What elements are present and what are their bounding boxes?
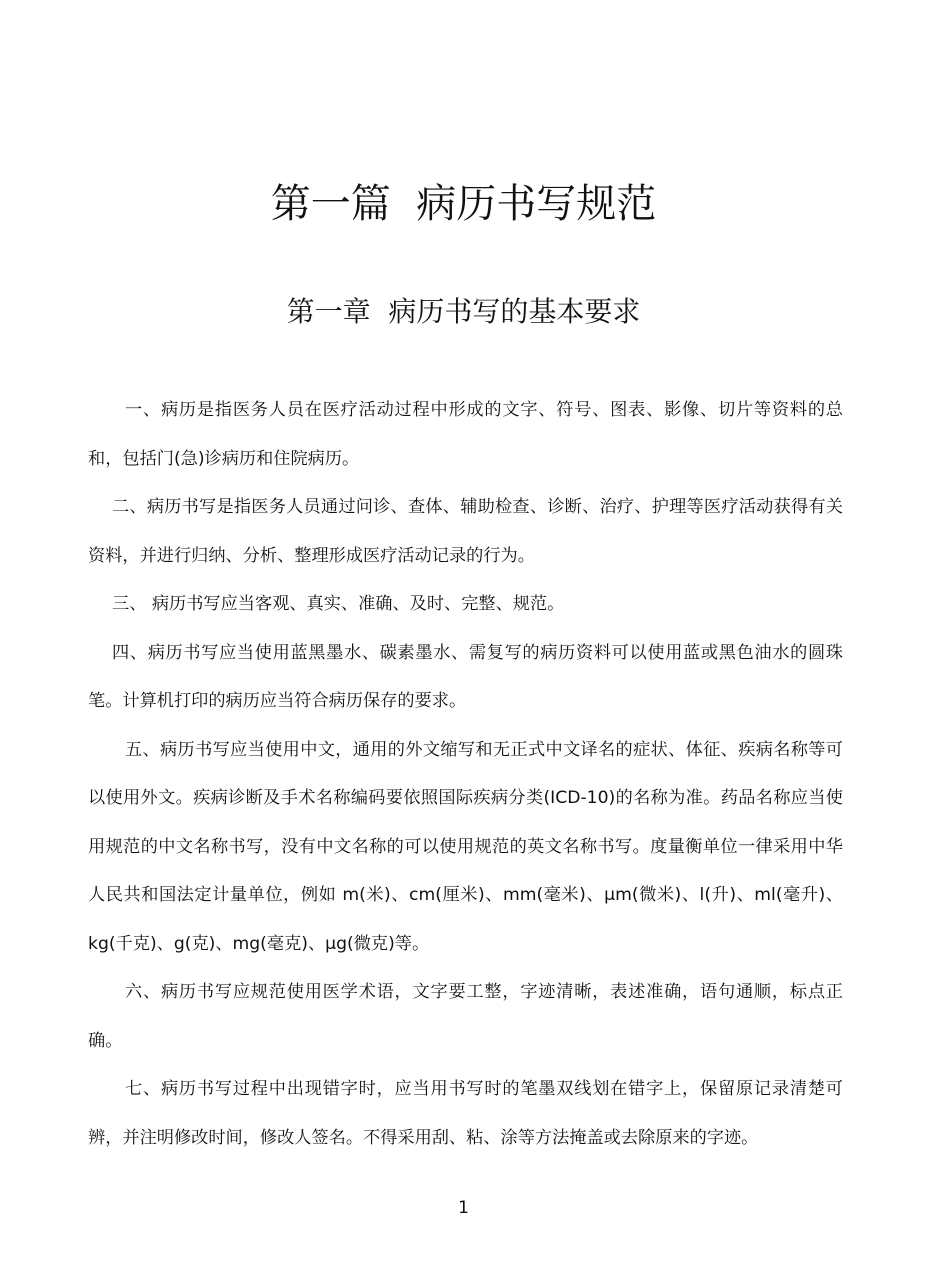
paragraph-6: 六、病历书写应规范使用医学术语，文字要工整，字迹清晰，表述准确，语句通顺，标点正确。: [88, 982, 843, 1051]
paragraph-5: 五、病历书写应当使用中文，通用的外文缩写和无正式中文译名的症状、体征、疾病名称等可以使用外文。疾病诊断及手术名称编码要依照国际疾病分类(ICD-10)的名称为准。药品名称应当使用规范的中文名称书写，没有中文名称的可以使用规范的英文名称书写。度量衡单位一律采用中华人民共和国法定计量单位，例如 m(米)、cm(厘米)、mm(毫米)、μm(微米)、l(升)、ml(毫升)、kg(千克)、g(克)、mg(毫克)、μg(微克)等。: [88, 739, 843, 954]
chapter-title: 第一章 病历书写的基本要求: [286, 295, 641, 328]
page-number: 1: [458, 1198, 469, 1218]
body-text: [88, 386, 843, 1162]
paragraph-3: 三、 病历书写应当客观、真实、准确、及时、完整、规范。: [112, 594, 565, 614]
paragraph-4: 四、病历书写应当使用蓝黑墨水、碳素墨水、需复写的病历资料可以使用蓝或黑色油水的圆珠笔。计算机打印的病历应当符合病历保存的要求。: [88, 642, 843, 711]
paragraph-2: 二、病历书写是指医务人员通过问诊、查体、辅助检查、诊断、治疗、护理等医疗活动获得有关资料，并进行归纳、分析、整理形成医疗活动记录的行为。: [88, 497, 843, 566]
paragraph-7: 七、病历书写过程中出现错字时，应当用书写时的笔墨双线划在错字上，保留原记录清楚可辨，并注明修改时间，修改人签名。不得采用刮、粘、涂等方法掩盖或去除原来的字迹。: [88, 1079, 843, 1148]
paragraph-1: 一、病历是指医务人员在医疗活动过程中形成的文字、符号、图表、影像、切片等资料的总和，包括门(急)诊病历和住院病历。: [88, 400, 843, 469]
part-title: 第一篇 病历书写规范: [270, 181, 657, 227]
